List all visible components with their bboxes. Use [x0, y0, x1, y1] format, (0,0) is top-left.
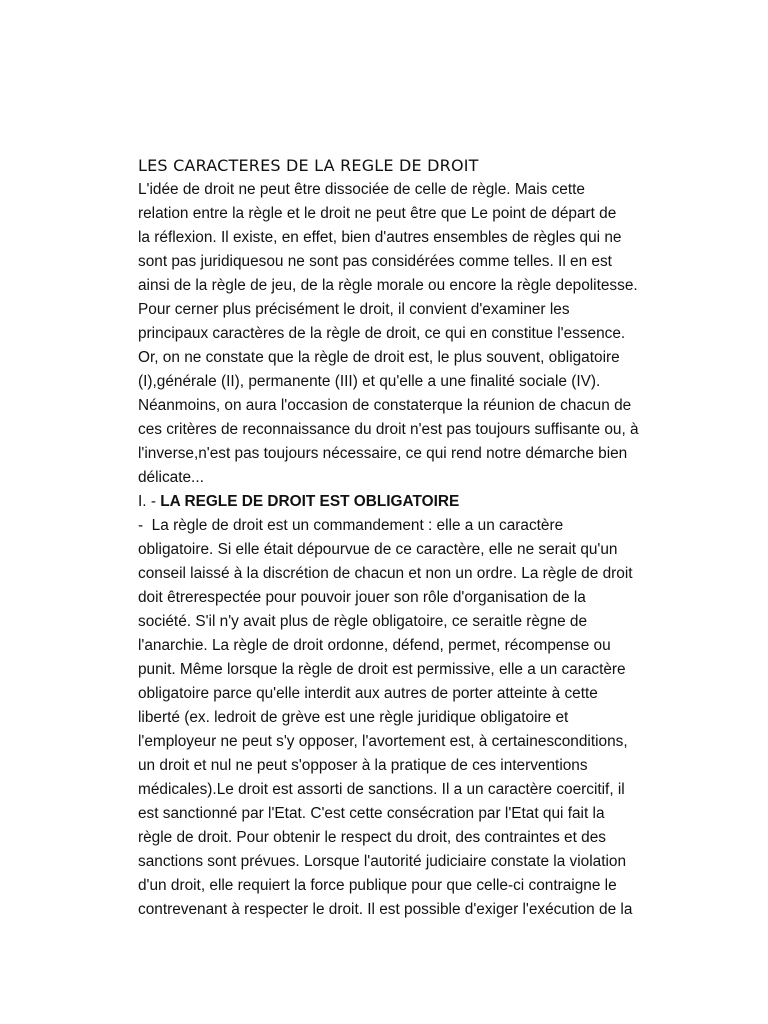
document-body	[138, 154, 678, 922]
text-line: un droit et nul ne peut s'opposer à la pratique de ces interventions	[138, 757, 588, 774]
text-line: médicales).Le droit est assorti de sanctions. Il a un caractère coercitif, il	[138, 781, 625, 798]
text-line: L'idée de droit ne peut être dissociée de celle de règle. Mais cette	[138, 181, 585, 198]
text-line: Or, on ne constate que la règle de droit est, le plus souvent, obligatoire	[138, 349, 620, 366]
text-line: l'employeur ne peut s'y opposer, l'avortement est, à certainesconditions,	[138, 733, 628, 750]
document-title: LES CARACTERES DE LA REGLE DE DROIT	[138, 156, 479, 175]
section-title: LA REGLE DE DROIT EST OBLIGATOIRE	[160, 493, 460, 510]
text-line: d'un droit, elle requiert la force publique pour que celle-ci contraigne le	[138, 877, 617, 894]
text-line: - La règle de droit est un commandement : elle a un caractère	[138, 517, 564, 534]
text-line: l'inverse,n'est pas toujours nécessaire, ce qui rend notre démarche bien	[138, 445, 628, 462]
text-line: sanctions sont prévues. Lorsque l'autorité judiciaire constate la violation	[138, 853, 627, 870]
section-number: I. -	[138, 493, 161, 510]
text-line: doit êtrerespectée pour pouvoir jouer son rôle d'organisation de la	[138, 589, 586, 606]
text-line: sont pas juridiquesou ne sont pas considérées comme telles. Il en est	[138, 253, 612, 270]
text-line: obligatoire. Si elle était dépourvue de ce caractère, elle ne serait qu'un	[138, 541, 618, 558]
text-line: relation entre la règle et le droit ne peut être que Le point de départ de	[138, 205, 617, 222]
text-line: liberté (ex. ledroit de grève est une règle juridique obligatoire et	[138, 709, 569, 726]
section-paragraph	[138, 514, 678, 922]
text-line: délicate...	[138, 469, 204, 486]
text-line: la réflexion. Il existe, en effet, bien d'autres ensembles de règles qui ne	[138, 229, 622, 246]
text-line: l'anarchie. La règle de droit ordonne, défend, permet, récompense ou	[138, 637, 611, 654]
text-line: société. S'il n'y avait plus de règle obligatoire, ce seraitle règne de	[138, 613, 588, 630]
text-line: obligatoire parce qu'elle interdit aux autres de porter atteinte à cette	[138, 685, 598, 702]
text-line: (I),générale (II), permanente (III) et qu'elle a une finalité sociale (IV).	[138, 373, 601, 390]
text-line: Pour cerner plus précisément le droit, il convient d'examiner les	[138, 301, 570, 318]
text-line: conseil laissé à la discrétion de chacun et non un ordre. La règle de droit	[138, 565, 633, 582]
text-line: ainsi de la règle de jeu, de la règle morale ou encore la règle depolitesse.	[138, 277, 638, 294]
text-line: Néanmoins, on aura l'occasion de constaterque la réunion de chacun de	[138, 397, 632, 414]
text-line: ces critères de reconnaissance du droit n'est pas toujours suffisante ou, à	[138, 421, 639, 438]
text-line: contrevenant à respecter le droit. Il est possible d'exiger l'exécution de la	[138, 901, 633, 918]
text-line: est sanctionné par l'Etat. C'est cette consécration par l'Etat qui fait la	[138, 805, 605, 822]
intro-paragraph	[138, 178, 678, 490]
section-heading	[138, 490, 678, 514]
text-line: règle de droit. Pour obtenir le respect du droit, des contraintes et des	[138, 829, 606, 846]
text-line: principaux caractères de la règle de droit, ce qui en constitue l'essence.	[138, 325, 626, 342]
text-line: punit. Même lorsque la règle de droit est permissive, elle a un caractère	[138, 661, 626, 678]
